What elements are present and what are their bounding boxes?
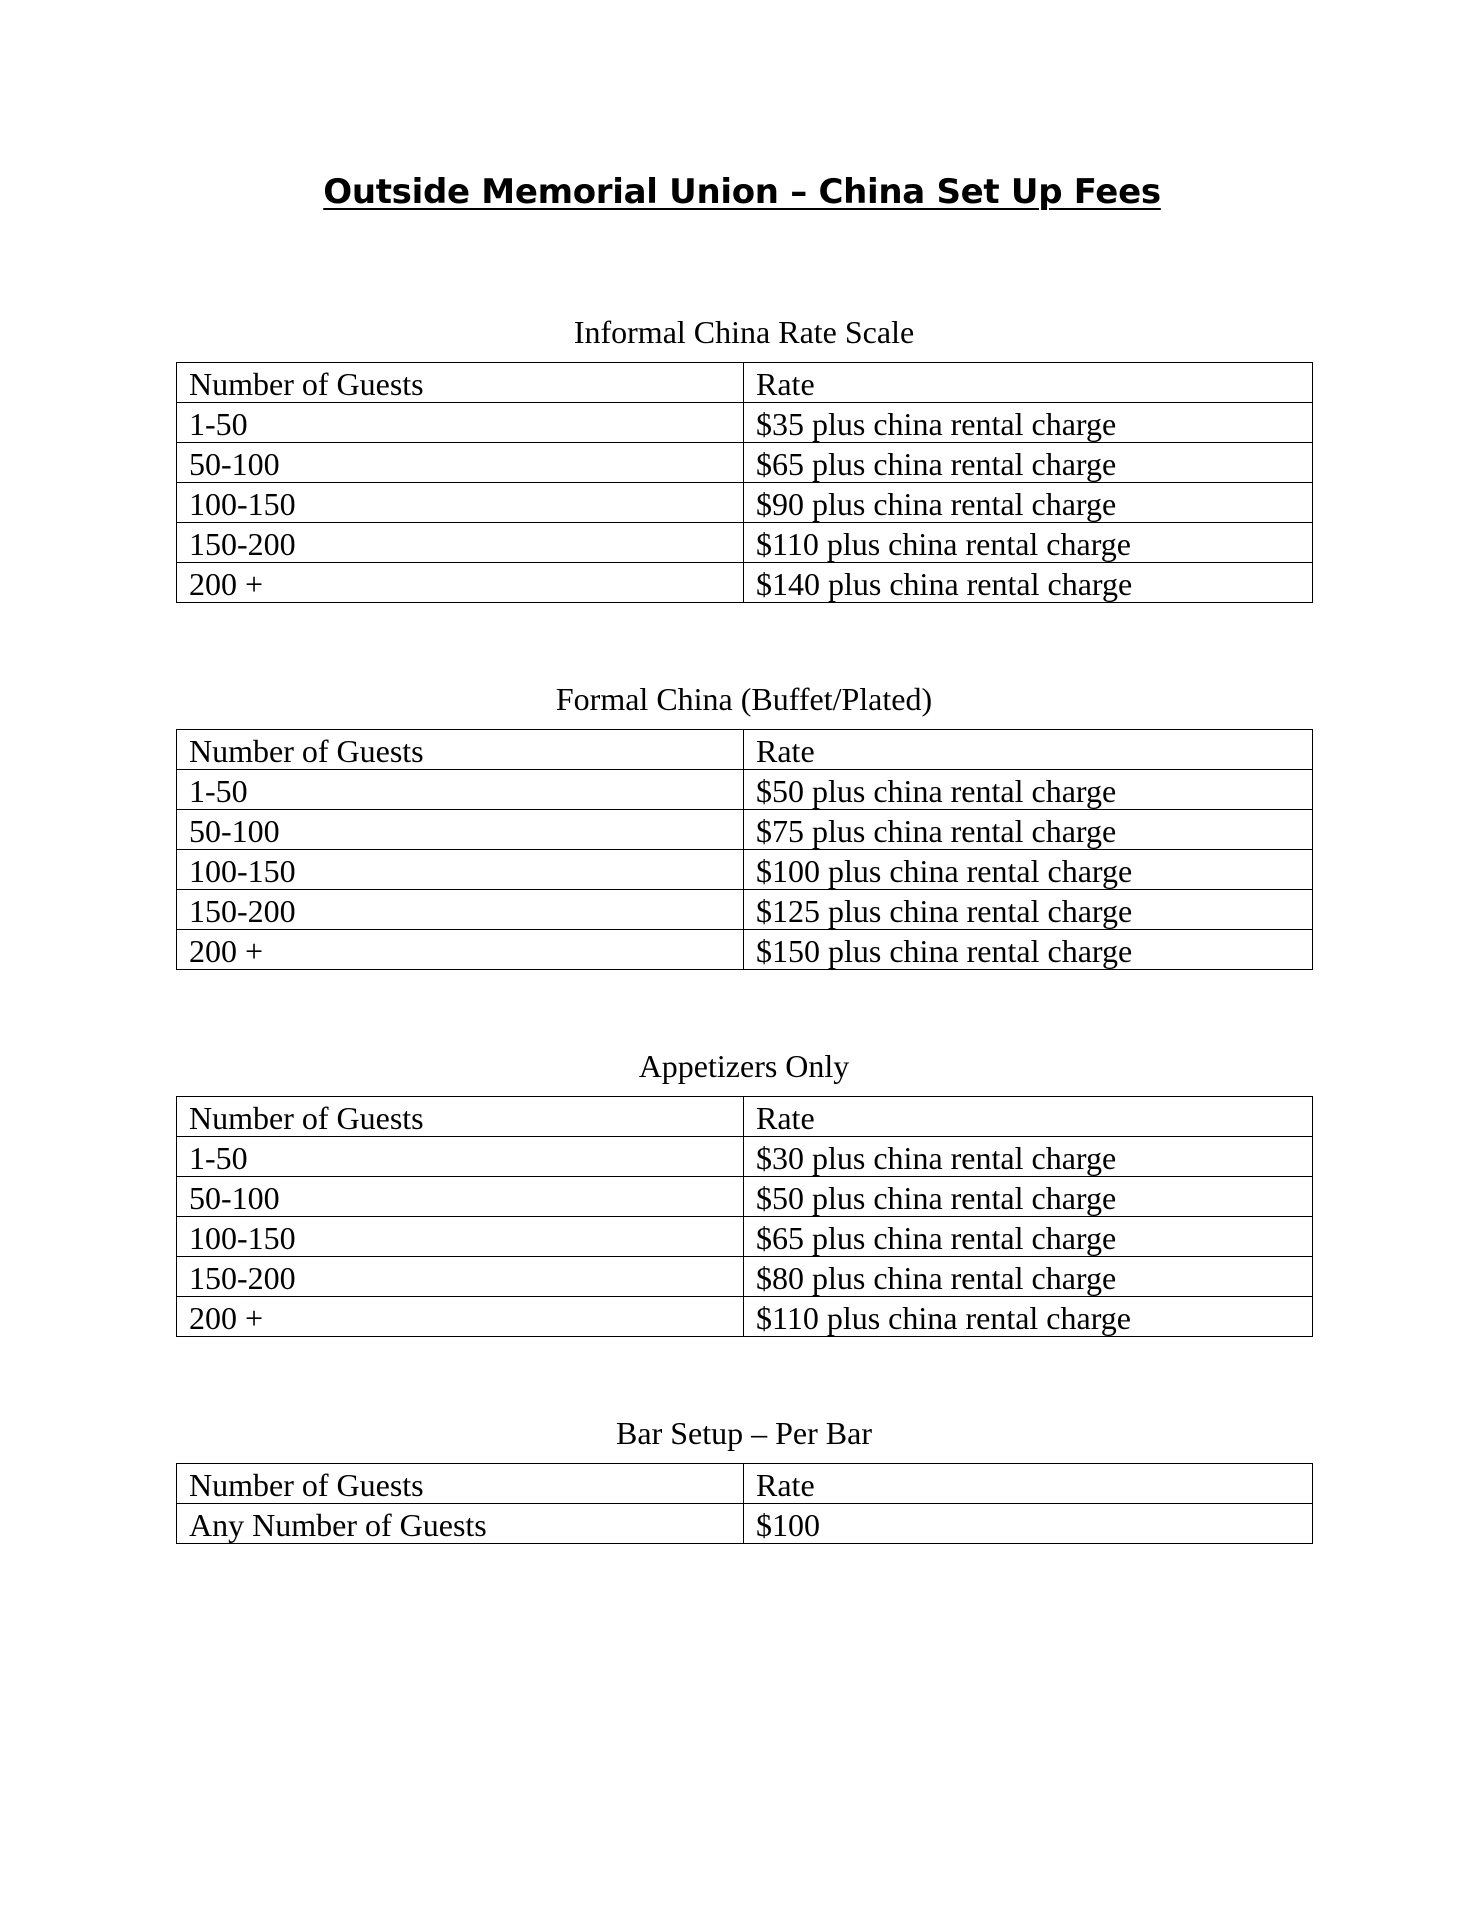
table-row: [177, 563, 1313, 603]
header-guests: Number of Guests: [177, 1464, 744, 1504]
guests-cell: 100-150: [177, 850, 744, 890]
formal-china-section: [176, 677, 1312, 970]
header-guests: Number of Guests: [177, 1097, 744, 1137]
table-header-row: [177, 363, 1313, 403]
rate-cell: $100: [744, 1504, 1313, 1544]
header-guests: Number of Guests: [177, 730, 744, 770]
rate-cell: $100 plus china rental charge: [744, 850, 1313, 890]
guests-cell: 1-50: [177, 1137, 744, 1177]
header-rate: Rate: [744, 730, 1313, 770]
rate-cell: $80 plus china rental charge: [744, 1257, 1313, 1297]
table-header-row: [177, 1464, 1313, 1504]
guests-cell: 200 +: [177, 1297, 744, 1337]
guests-cell: 50-100: [177, 810, 744, 850]
page-title: Outside Memorial Union – China Set Up Fees: [323, 172, 1161, 212]
table-row: [177, 1217, 1313, 1257]
guests-cell: 1-50: [177, 403, 744, 443]
section-title: Bar Setup – Per Bar: [616, 1415, 872, 1451]
rate-cell: $110 plus china rental charge: [744, 1297, 1313, 1337]
table-row: [177, 1137, 1313, 1177]
guests-cell: 200 +: [177, 563, 744, 603]
header-rate: Rate: [744, 1097, 1313, 1137]
rate-cell: $140 plus china rental charge: [744, 563, 1313, 603]
rate-cell: $75 plus china rental charge: [744, 810, 1313, 850]
guests-cell: 150-200: [177, 523, 744, 563]
table-row: [177, 483, 1313, 523]
guests-cell: 1-50: [177, 770, 744, 810]
rate-cell: $50 plus china rental charge: [744, 770, 1313, 810]
table-row: [177, 810, 1313, 850]
table-row: [177, 523, 1313, 563]
guests-cell: 50-100: [177, 443, 744, 483]
informal-china-section: [176, 310, 1312, 603]
guests-cell: 50-100: [177, 1177, 744, 1217]
bar-setup-section: [176, 1411, 1312, 1544]
header-guests: Number of Guests: [177, 363, 744, 403]
guests-cell: 150-200: [177, 1257, 744, 1297]
guests-cell: 100-150: [177, 1217, 744, 1257]
rate-cell: $30 plus china rental charge: [744, 1137, 1313, 1177]
table-row: [177, 1297, 1313, 1337]
table-row: [177, 1257, 1313, 1297]
header-rate: Rate: [744, 363, 1313, 403]
table-header-row: [177, 1097, 1313, 1137]
bar-setup-table: [176, 1463, 1313, 1544]
table-row: [177, 403, 1313, 443]
section-title: Informal China Rate Scale: [573, 314, 915, 350]
table-row: [177, 1504, 1313, 1544]
formal-china-table: [176, 729, 1313, 970]
rate-cell: $125 plus china rental charge: [744, 890, 1313, 930]
appetizers-section: [176, 1044, 1312, 1337]
guests-cell: Any Number of Guests: [177, 1504, 744, 1544]
table-row: [177, 1177, 1313, 1217]
rate-cell: $90 plus china rental charge: [744, 483, 1313, 523]
informal-china-table: [176, 362, 1313, 603]
rate-cell: $65 plus china rental charge: [744, 1217, 1313, 1257]
table-row: [177, 890, 1313, 930]
rate-cell: $150 plus china rental charge: [744, 930, 1313, 970]
guests-cell: 100-150: [177, 483, 744, 523]
table-row: [177, 443, 1313, 483]
section-title: Formal China (Buffet/Plated): [555, 681, 933, 717]
table-header-row: [177, 730, 1313, 770]
table-row: [177, 770, 1313, 810]
rate-cell: $35 plus china rental charge: [744, 403, 1313, 443]
rate-cell: $50 plus china rental charge: [744, 1177, 1313, 1217]
table-row: [177, 930, 1313, 970]
table-row: [177, 850, 1313, 890]
section-title: Appetizers Only: [638, 1048, 850, 1084]
guests-cell: 150-200: [177, 890, 744, 930]
guests-cell: 200 +: [177, 930, 744, 970]
appetizers-table: [176, 1096, 1313, 1337]
rate-cell: $65 plus china rental charge: [744, 443, 1313, 483]
header-rate: Rate: [744, 1464, 1313, 1504]
rate-cell: $110 plus china rental charge: [744, 523, 1313, 563]
